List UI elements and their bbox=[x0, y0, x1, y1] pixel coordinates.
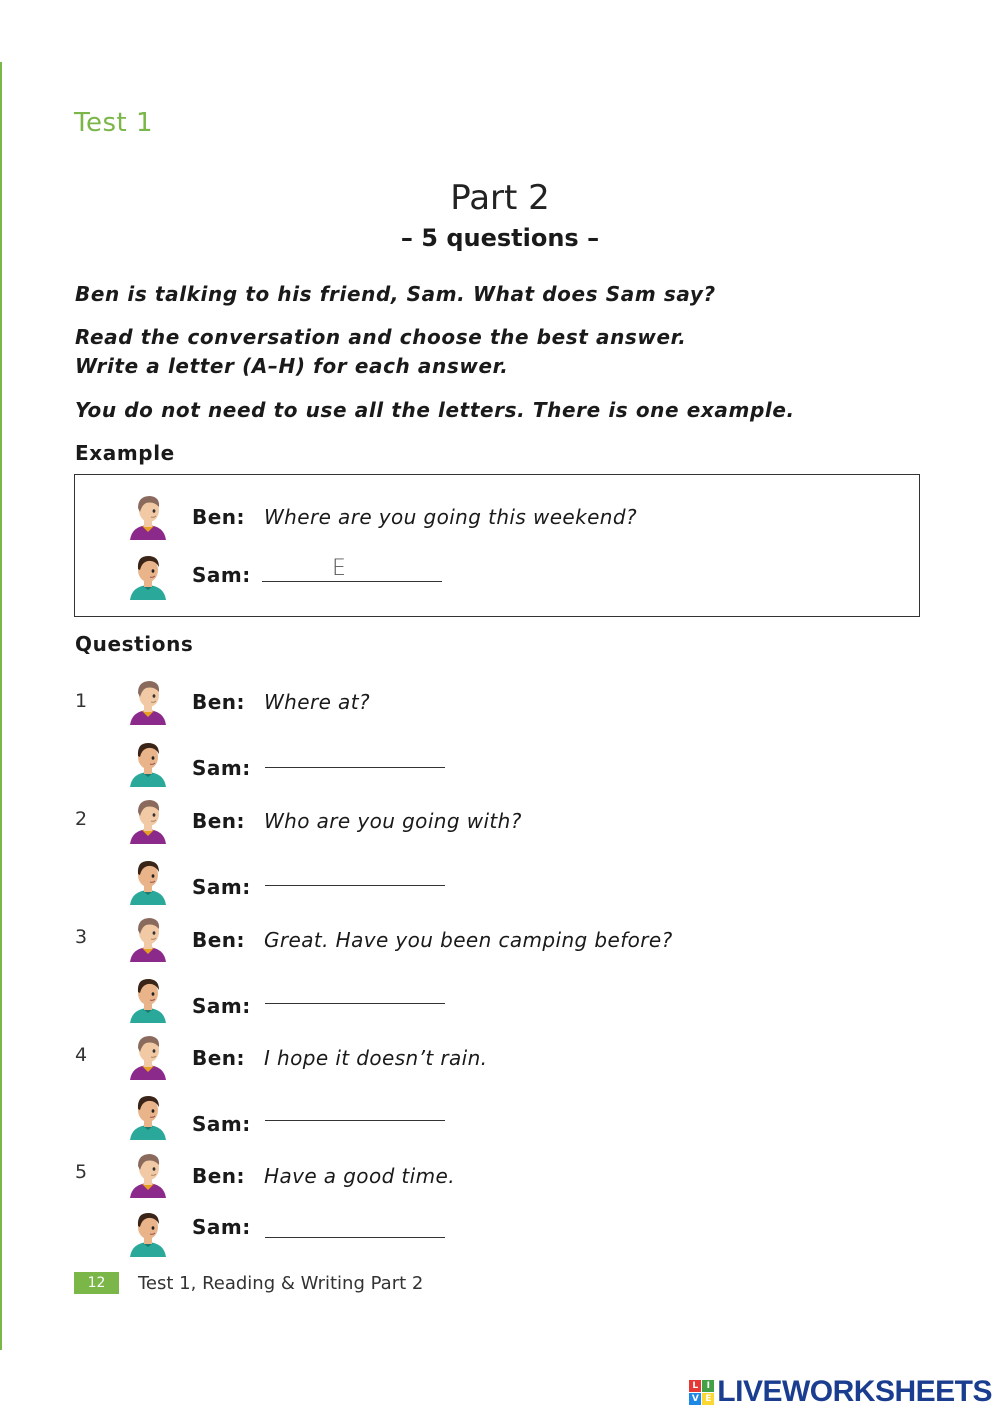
left-margin-rule bbox=[0, 62, 2, 1350]
instruction-intro: Ben is talking to his friend, Sam. What does Sam say? bbox=[75, 282, 716, 306]
ben-avatar-icon bbox=[128, 1032, 168, 1080]
questions-heading: Questions bbox=[75, 632, 194, 656]
question-ben-label: Ben: bbox=[192, 809, 246, 833]
sam-avatar-icon bbox=[128, 975, 168, 1023]
sam-avatar-icon bbox=[128, 1092, 168, 1140]
page-number: 12 bbox=[74, 1272, 119, 1294]
question-number: 4 bbox=[75, 1044, 88, 1066]
example-ben-line: Where are you going this weekend? bbox=[264, 505, 637, 529]
part-subtitle: – 5 questions – bbox=[400, 224, 600, 252]
instruction-read: Read the conversation and choose the best answer. bbox=[75, 325, 687, 349]
question-ben-label: Ben: bbox=[192, 928, 246, 952]
answer-input-4[interactable] bbox=[265, 1120, 445, 1121]
question-ben-line: Great. Have you been camping before? bbox=[264, 928, 673, 952]
question-sam-label: Sam: bbox=[192, 1215, 251, 1239]
test-label: Test 1 bbox=[74, 108, 154, 138]
ben-avatar-icon bbox=[128, 492, 168, 540]
question-ben-line: Have a good time. bbox=[264, 1164, 455, 1188]
example-ben-label: Ben: bbox=[192, 505, 246, 529]
sam-avatar-icon bbox=[128, 552, 168, 600]
instruction-write: Write a letter (A–H) for each answer. bbox=[75, 354, 509, 378]
example-box bbox=[74, 474, 920, 617]
logo-text: LIVEWORKSHEETS bbox=[717, 1375, 992, 1408]
example-sam-label: Sam: bbox=[192, 563, 251, 587]
question-sam-label: Sam: bbox=[192, 875, 251, 899]
question-ben-label: Ben: bbox=[192, 1046, 246, 1070]
example-answer-line bbox=[262, 581, 442, 582]
logo-mark-icon: L I V E bbox=[689, 1380, 714, 1405]
example-answer: E bbox=[332, 556, 346, 581]
question-number: 1 bbox=[75, 690, 88, 712]
question-number: 2 bbox=[75, 808, 88, 830]
sam-avatar-icon bbox=[128, 857, 168, 905]
ben-avatar-icon bbox=[128, 796, 168, 844]
part-title: Part 2 bbox=[450, 178, 550, 218]
question-sam-label: Sam: bbox=[192, 1112, 251, 1136]
question-sam-label: Sam: bbox=[192, 756, 251, 780]
sam-avatar-icon bbox=[128, 739, 168, 787]
answer-input-2[interactable] bbox=[265, 885, 445, 886]
question-number: 5 bbox=[75, 1161, 88, 1183]
answer-input-5[interactable] bbox=[265, 1237, 445, 1238]
question-ben-line: I hope it doesn’t rain. bbox=[264, 1046, 488, 1070]
question-ben-line: Who are you going with? bbox=[264, 809, 522, 833]
ben-avatar-icon bbox=[128, 677, 168, 725]
question-sam-label: Sam: bbox=[192, 994, 251, 1018]
sam-avatar-icon bbox=[128, 1209, 168, 1257]
question-ben-label: Ben: bbox=[192, 1164, 246, 1188]
question-ben-line: Where at? bbox=[264, 690, 370, 714]
instruction-note: You do not need to use all the letters. There is one example. bbox=[75, 398, 795, 422]
answer-input-3[interactable] bbox=[265, 1003, 445, 1004]
question-ben-label: Ben: bbox=[192, 690, 246, 714]
ben-avatar-icon bbox=[128, 1150, 168, 1198]
example-heading: Example bbox=[75, 441, 175, 465]
question-number: 3 bbox=[75, 926, 88, 948]
answer-input-1[interactable] bbox=[265, 767, 445, 768]
footer-text: Test 1, Reading & Writing Part 2 bbox=[138, 1273, 424, 1294]
liveworksheets-logo bbox=[689, 1376, 992, 1408]
ben-avatar-icon bbox=[128, 914, 168, 962]
